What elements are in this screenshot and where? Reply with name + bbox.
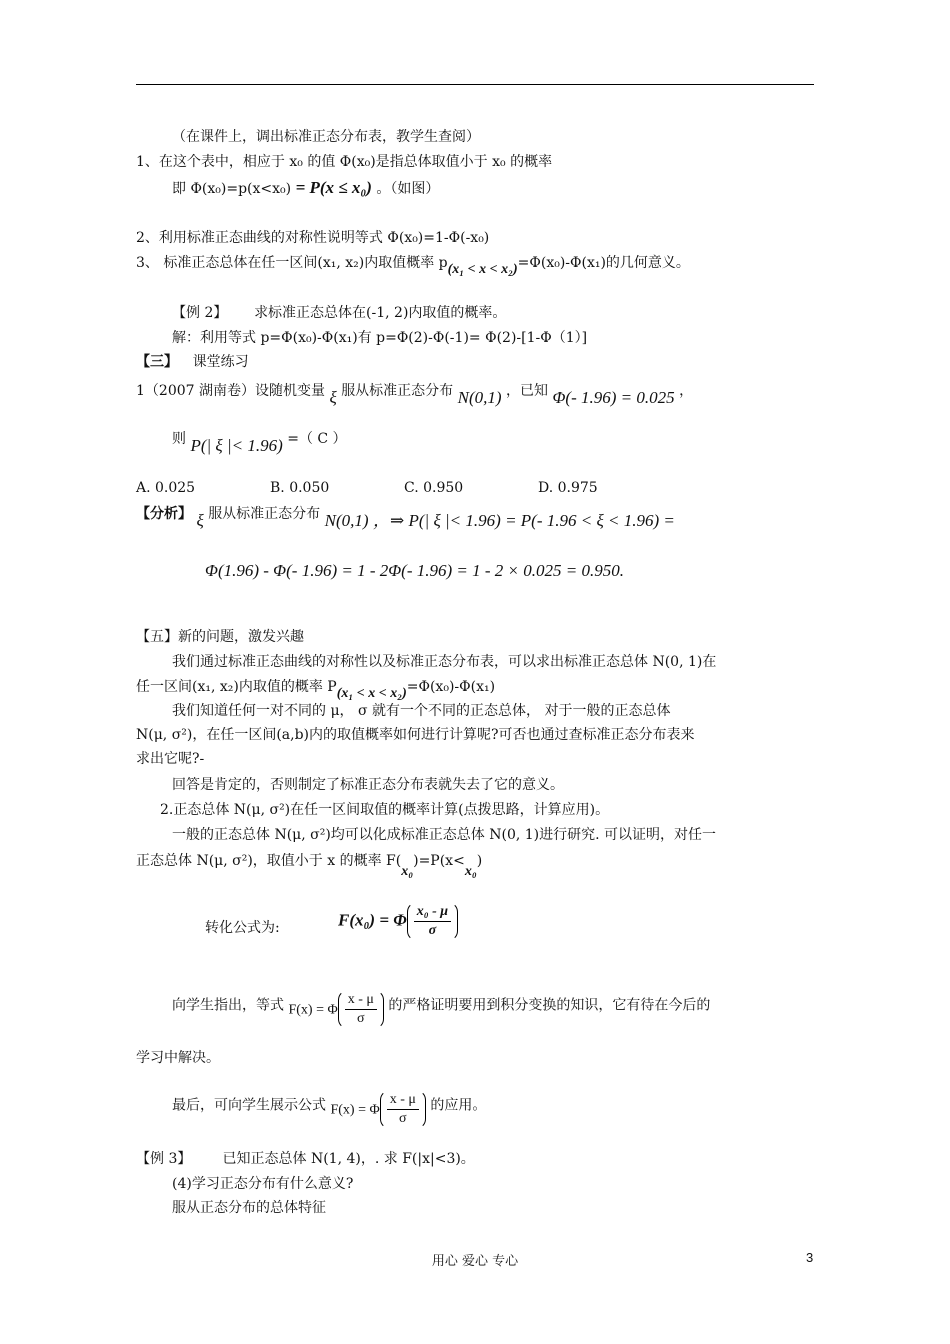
option-d: D. 0.975 — [538, 480, 598, 496]
line-analysis-result: Φ(1.96) - Φ(- 1.96) = 1 - 2Φ(- 1.96) = 1 - 2 × 0.025 = 0.950. — [205, 561, 624, 580]
para-1b-interval: (x₁ < x < x₂) — [336, 686, 407, 701]
analysis-formula: ，⇒ P(| ξ |< 1.96) = P(- 1.96 < ξ < 1.96) = — [373, 511, 675, 530]
transform-denominator: σ — [428, 923, 437, 938]
transform-numerator: x₀ - μ — [414, 903, 451, 922]
line-item-1: 1、在这个表中，相应于 x₀ 的值 Φ(x₀)是指总体取值小于 x₀ 的概率 — [136, 154, 553, 170]
line-transform-label: 转化公式为: — [205, 920, 280, 936]
example-2-label: 【例 2】 — [172, 305, 228, 321]
line-para-2b: N(μ, σ²)，在任一区间(a,b)内的取值概率如何进行计算呢?可否也通过查标准正态分布表来 — [136, 727, 695, 743]
line-point-2: 2.正态总体 N(μ, σ²)在任一区间取值的概率计算(点拨思路，计算应用)。 — [160, 802, 610, 818]
para-4b-x0-a: x₀ — [401, 864, 414, 879]
line-analysis — [136, 503, 675, 530]
final-tail: 的应用。 — [430, 1097, 487, 1114]
note-1-text: 向学生指出，等式 — [172, 997, 284, 1014]
final-formula — [330, 1090, 425, 1129]
line-example-3 — [136, 1149, 475, 1169]
final-numerator: x - μ — [387, 1091, 419, 1110]
given-value: Φ(- 1.96) = 0.025 — [552, 388, 675, 407]
exercise-text-2: 服从标准正态分布 — [341, 383, 454, 399]
para-4b-mid: )=P(x< — [413, 853, 465, 869]
page-number: 3 — [806, 1250, 814, 1265]
section-3-label: 【三】 — [136, 354, 178, 370]
final-lhs: F(x) = Φ — [330, 1102, 380, 1118]
line-question-4: (4)学习正态分布有什么意义? — [172, 1176, 354, 1192]
line-para-4a: 一般的正态总体 N(μ, σ²)均可以化成标准正态总体 N(0, 1)进行研究. 可以证明，对任一 — [172, 827, 717, 843]
transform-formula — [338, 902, 458, 941]
xi-symbol: ξ — [329, 388, 337, 407]
phi-def-note: 。（如图） — [376, 181, 440, 197]
header-rule — [136, 84, 814, 85]
item-3-interval: (x₁ < x < x₂) — [447, 262, 518, 277]
line-example-2 — [172, 303, 506, 323]
line-para-1b — [136, 677, 496, 701]
final-denominator: σ — [399, 1111, 407, 1126]
line-item-2: 2、利用标准正态曲线的对称性说明等式 Φ(x₀)=1-Φ(-x₀) — [136, 230, 490, 246]
para-1b-text: 任一区间(x₁, x₂)内取值的概率 P — [136, 679, 337, 695]
line-exercise-1 — [136, 380, 694, 407]
line-note-2: 学习中解决。 — [136, 1050, 220, 1066]
line-para-3: 回答是肯定的，否则制定了标准正态分布表就失去了它的意义。 — [172, 777, 564, 793]
line-intro: （在课件上，调出标准正态分布表，教学生查阅） — [172, 129, 480, 145]
question-answer: =（ C ） — [287, 431, 347, 447]
transform-lhs: F(x₀) = Φ — [338, 910, 407, 930]
para-4b-text: 正态总体 N(μ, σ²)，取值小于 x 的概率 F( — [136, 853, 402, 869]
question-prefix: 则 — [172, 431, 186, 447]
line-feature: 服从正态分布的总体特征 — [172, 1200, 326, 1216]
exercise-comma: ， — [679, 383, 694, 399]
analysis-normal: N(0,1) — [324, 511, 369, 530]
line-exercise-question — [172, 428, 347, 455]
example-3-question: 已知正态总体 N(1, 4)，. 求 F(|x|<3)。 — [222, 1151, 475, 1167]
option-c: C. 0.950 — [404, 480, 464, 496]
line-para-4b — [136, 851, 483, 879]
para-1b-tail: =Φ(x₀)-Φ(x₁) — [406, 679, 496, 695]
line-solution: 解：利用等式 p=Φ(x₀)-Φ(x₁)有 p=Φ(2)-Φ(-1)= Φ(2)-[1-Φ（1）] — [172, 330, 588, 346]
note-1-numerator: x - μ — [345, 991, 377, 1010]
item-3-text: 3、 标准正态总体在任一区间(x₁, x₂)内取值概率 p — [136, 255, 448, 271]
option-a: A. 0.025 — [136, 480, 196, 496]
example-3-label: 【例 3】 — [136, 1151, 192, 1167]
note-1-lhs: F(x) = Φ — [288, 1002, 338, 1018]
line-final — [172, 1086, 486, 1125]
analysis-label: 【分析】 — [136, 506, 192, 522]
option-b: B. 0.050 — [270, 480, 330, 496]
normal-notation: N(0,1) — [457, 388, 502, 407]
exercise-text-3: ，已知 — [506, 383, 549, 399]
line-section-5: 【五】新的问题，激发兴趣 — [136, 629, 304, 645]
note-1-tail: 的严格证明要用到积分变换的知识，它有待在今后的 — [388, 997, 711, 1014]
transform-paren — [407, 902, 458, 941]
phi-def-formula: = P(x ≤ x₀) — [295, 178, 372, 197]
exercise-text-1: 1（2007 湖南卷）设随机变量 — [136, 383, 325, 399]
analysis-text: 服从标准正态分布 — [208, 506, 321, 522]
line-section-3 — [136, 352, 249, 372]
page-footer: 用心 爱心 专心 — [431, 1254, 519, 1269]
line-phi-def — [172, 178, 439, 199]
line-note-1 — [172, 986, 710, 1025]
note-1-denominator: σ — [357, 1011, 365, 1026]
line-para-1a: 我们通过标准正态曲线的对称性以及标准正态分布表，可以求出标准正态总体 N(0, 1)在 — [172, 654, 717, 670]
question-formula: P(| ξ |< 1.96) — [190, 436, 283, 455]
note-1-formula — [288, 990, 383, 1029]
example-2-question: 求标准正态总体在(-1, 2)内取值的概率。 — [254, 305, 507, 321]
line-item-3 — [136, 253, 690, 277]
para-4b-x0-b: x₀ — [464, 864, 477, 879]
section-3-title: 课堂练习 — [192, 354, 249, 370]
final-paren — [380, 1090, 426, 1129]
note-1-paren — [338, 990, 384, 1029]
analysis-xi: ξ — [196, 511, 204, 530]
para-4b-close: ) — [476, 853, 483, 869]
phi-def-text: 即 Φ(x₀)=p(x<x₀) — [172, 181, 292, 197]
line-para-2a: 我们知道任何一对不同的 μ， σ 就有一个不同的正态总体， 对于一般的正态总体 — [172, 703, 671, 719]
line-para-2c: 求出它呢?- — [136, 751, 205, 767]
final-text: 最后，可向学生展示公式 — [172, 1097, 326, 1114]
item-3-tail: =Φ(x₀)-Φ(x₁)的几何意义。 — [517, 255, 690, 271]
